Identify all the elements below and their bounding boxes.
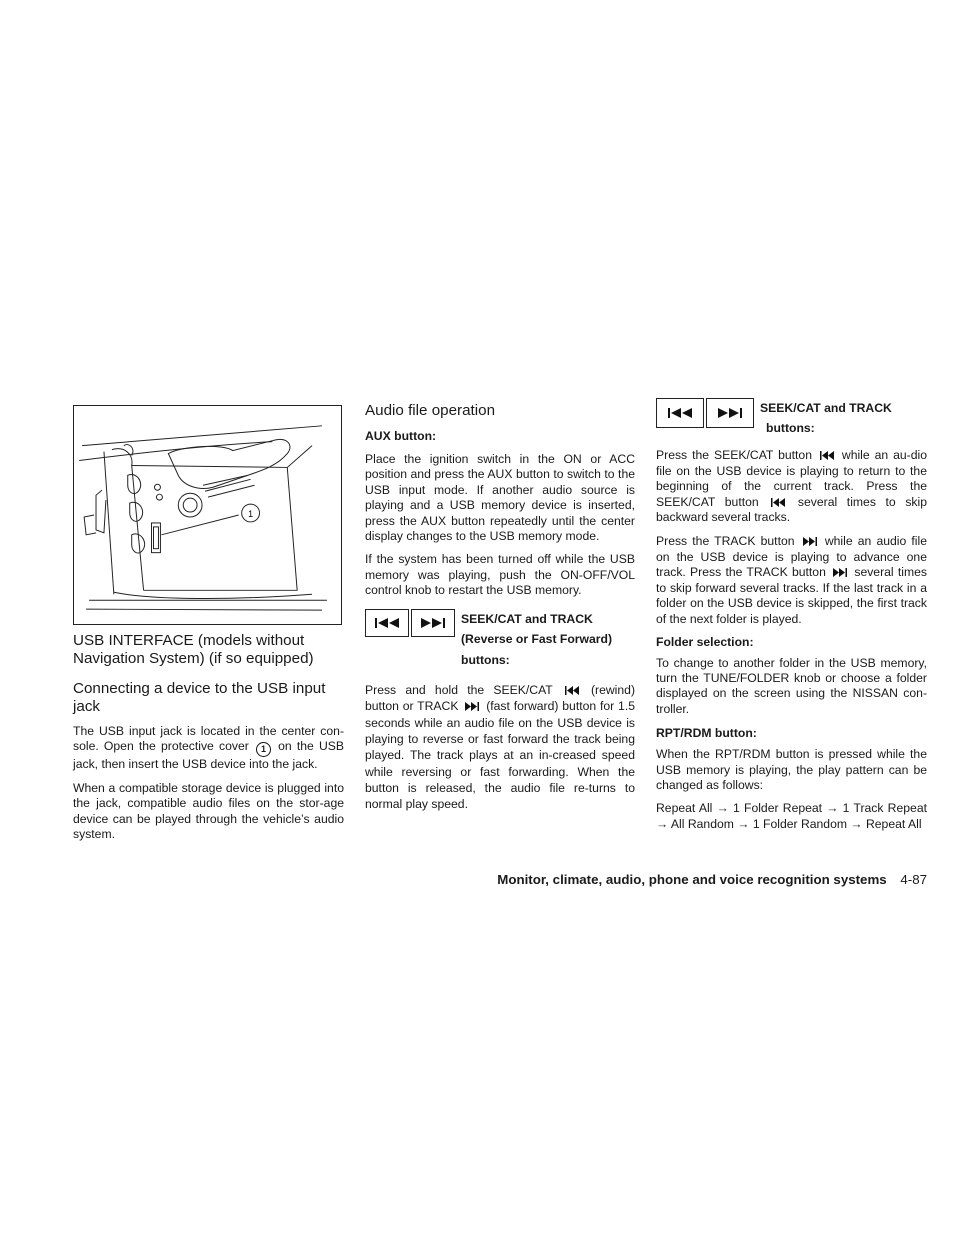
paragraph-seek-cat — [656, 448, 927, 526]
forward-skip-icon — [832, 568, 848, 577]
para1-text-b: on the USB jack, then insert the USB device into the jack. — [73, 739, 345, 772]
paragraph-compatible-device: When a compatible storage device is plugged into the jack, compatible audio files on the stor-age device can be played through the vehicle’s audio system. — [73, 780, 344, 842]
rewind-skip-icon — [564, 686, 580, 695]
p2-text-b: while an audio file on the USB device is playing to advance one track. Press the TRACK button — [656, 533, 928, 580]
para1-text-a: The USB input jack is located in the center con-sole. Open the protective cover — [73, 724, 344, 754]
subheading-connecting-device: Connecting a device to the USB input jack — [73, 680, 326, 715]
rewind-skip-icon — [365, 609, 409, 637]
seek-track-button-figure — [365, 609, 635, 671]
caption-line-1: SEEK/CAT and TRACK — [461, 611, 593, 626]
heading-audio-file-operation: Audio file operation — [365, 402, 496, 419]
folder-selection-title: Folder selection: — [656, 634, 754, 649]
rewind-skip-icon — [770, 498, 786, 507]
paragraph-usb-jack-location — [73, 724, 344, 773]
paragraph-track — [656, 534, 927, 628]
p1-text-a: Press the SEEK/CAT button — [656, 448, 812, 462]
caption-line-3: buttons: — [461, 652, 510, 667]
console-drawing — [74, 406, 341, 624]
callout-circle-1: 1 — [256, 742, 271, 757]
p2-text-a: Press the TRACK button — [656, 533, 795, 548]
forward-skip-icon — [802, 537, 818, 546]
forward-skip-icon — [706, 398, 754, 428]
usb-jack-illustration — [73, 405, 342, 625]
p2-text-c: several times to skip forward several tracks. If the last track in a folder on the USB device is skipped, the first track of the next folder is played. — [656, 565, 927, 626]
p1-text-c: several times to skip backward several tracks. — [656, 494, 928, 525]
seek-track-caption — [461, 609, 612, 671]
seek-track-button-figure-2 — [656, 398, 927, 438]
caption2-line-1: SEEK/CAT and TRACK — [760, 401, 892, 415]
rewind-skip-icon — [819, 451, 835, 460]
caption2-line-2: buttons: — [766, 421, 815, 435]
seek-track-buttons-2 — [656, 398, 754, 428]
paragraph-aux-2: If the system has been turned off while the USB memory was playing, push the ON-OFF/VOL control knob to restart the USB memory. — [365, 552, 635, 598]
paragraph-aux-1: Place the ignition switch in the ON or ACC position and press the AUX button to switch to the USB input mode. If another audio source is playing and a USB memory device is inserted, press the AUX button repeatedly until the center display changes to the USB memory mode. — [365, 452, 635, 544]
footer-section-title: Monitor, climate, audio, phone and voice recognition systems — [497, 872, 887, 887]
rewind-skip-icon — [656, 398, 704, 428]
paragraph-rpt-rdm: When the RPT/RDM button is pressed while the USB memory is playing, the play pattern can be changed as follows: — [656, 747, 927, 792]
paragraph-seek-track — [365, 682, 635, 812]
aux-button-title: AUX button: — [365, 429, 437, 443]
paragraph-repeat-sequence: Repeat All → 1 Folder Repeat → 1 Track Repeat → All Random → 1 Folder Random → Repeat All — [656, 801, 927, 831]
p1-text-b: while an au-dio file on the USB device is playing to return to the beginning of the current track. Press the SEEK/CAT button — [656, 448, 927, 509]
page-number: 4-87 — [900, 872, 927, 887]
column-1 — [73, 632, 344, 842]
forward-skip-icon — [464, 702, 480, 711]
caption-line-2: (Reverse or Fast Forward) — [461, 632, 613, 647]
column-2 — [365, 402, 635, 813]
section-heading-usb-interface: USB INTERFACE (models without Navigation System) (if so equipped) — [73, 632, 314, 667]
page-footer — [497, 872, 927, 887]
figure-callout-1: 1 — [248, 508, 254, 519]
seek-text-a: Press and hold the SEEK/CAT — [365, 683, 553, 698]
seek-track-buttons — [365, 609, 455, 637]
seek-text-b: (rewind) button or TRACK — [365, 683, 636, 714]
forward-skip-icon — [411, 609, 455, 637]
seek-track-caption-2 — [760, 398, 892, 438]
rpt-rdm-title: RPT/RDM button: — [656, 726, 757, 741]
paragraph-folder-selection: To change to another folder in the USB memory, turn the TUNE/FOLDER knob or choose a folder displayed on the screen using the NISSAN con-troller. — [656, 655, 927, 716]
column-3 — [656, 398, 927, 832]
seek-text-c: (fast forward) button for 1.5 seconds while an audio file on the USB device is playing to reverse or fast forward the track being played. The track plays at an in-creased speed while reversing or fast forwarding. When the button is released, the audio file re-turns to normal play speed. — [365, 699, 635, 812]
